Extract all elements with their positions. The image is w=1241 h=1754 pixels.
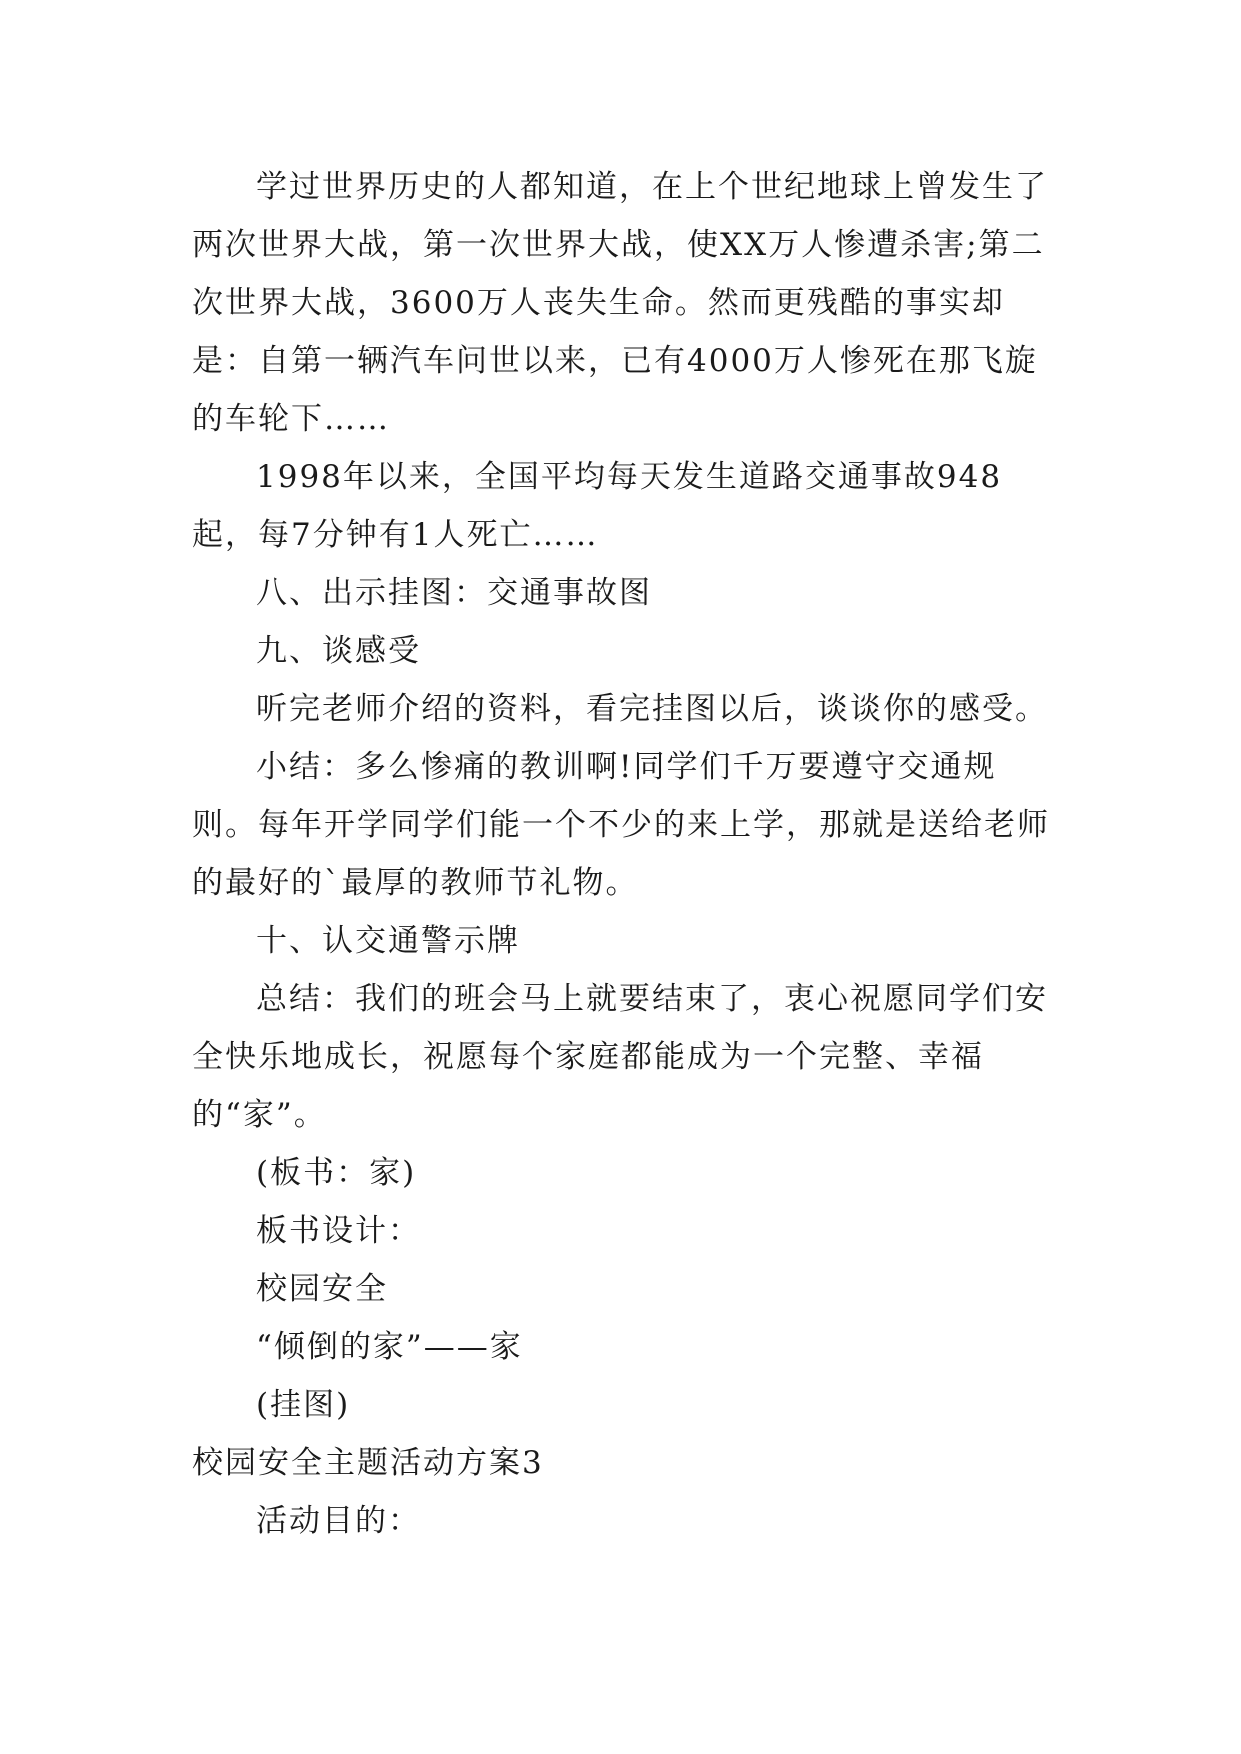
section-heading-feelings: 九、谈感受 — [256, 633, 421, 669]
paragraph-summary: 小结：多么惨痛的教训啊!同学们千万要遵守交通规则。每年开学同学们能一个不少的来上学，那就是送给老师的最好的`最厚的教师节礼物。 — [192, 749, 1050, 901]
paragraph-traffic-deaths-history: 学过世界历史的人都知道，在上个世纪地球上曾发生了两次世界大战，第一次世界大战，使XX万人惨遭杀害;第二次世界大战，3600万人丧失生命。然而更残酷的事实却是：自第一辆汽车问世以来，已有4000万人惨死在那飞旋的车轮下…… — [192, 169, 1048, 437]
paragraph-activity-purpose: 活动目的： — [256, 1503, 421, 1539]
paragraph-collapsed-home: “倾倒的家”——家 — [256, 1329, 523, 1365]
section-heading-show-chart: 八、出示挂图：交通事故图 — [256, 575, 652, 611]
paragraph-traffic-statistics: 1998年以来，全国平均每天发生道路交通事故948起，每7分钟有1人死亡…… — [192, 459, 1003, 553]
paragraph-campus-safety: 校园安全 — [256, 1271, 388, 1307]
document-section-title: 校园安全主题活动方案3 — [192, 1445, 544, 1481]
paragraph-hanging-chart: (挂图) — [256, 1387, 351, 1423]
paragraph-blackboard-note: (板书：家) — [256, 1155, 417, 1191]
paragraph-conclusion: 总结：我们的班会马上就要结束了，衷心祝愿同学们安全快乐地成长，祝愿每个家庭都能成为一个完整、幸福的“家”。 — [192, 981, 1048, 1133]
paragraph-blackboard-design-label: 板书设计： — [256, 1213, 421, 1249]
section-heading-warning-signs: 十、认交通警示牌 — [256, 923, 520, 959]
document-body — [192, 158, 1062, 1550]
paragraph-share-feelings: 听完老师介绍的资料，看完挂图以后，谈谈你的感受。 — [256, 691, 1048, 727]
